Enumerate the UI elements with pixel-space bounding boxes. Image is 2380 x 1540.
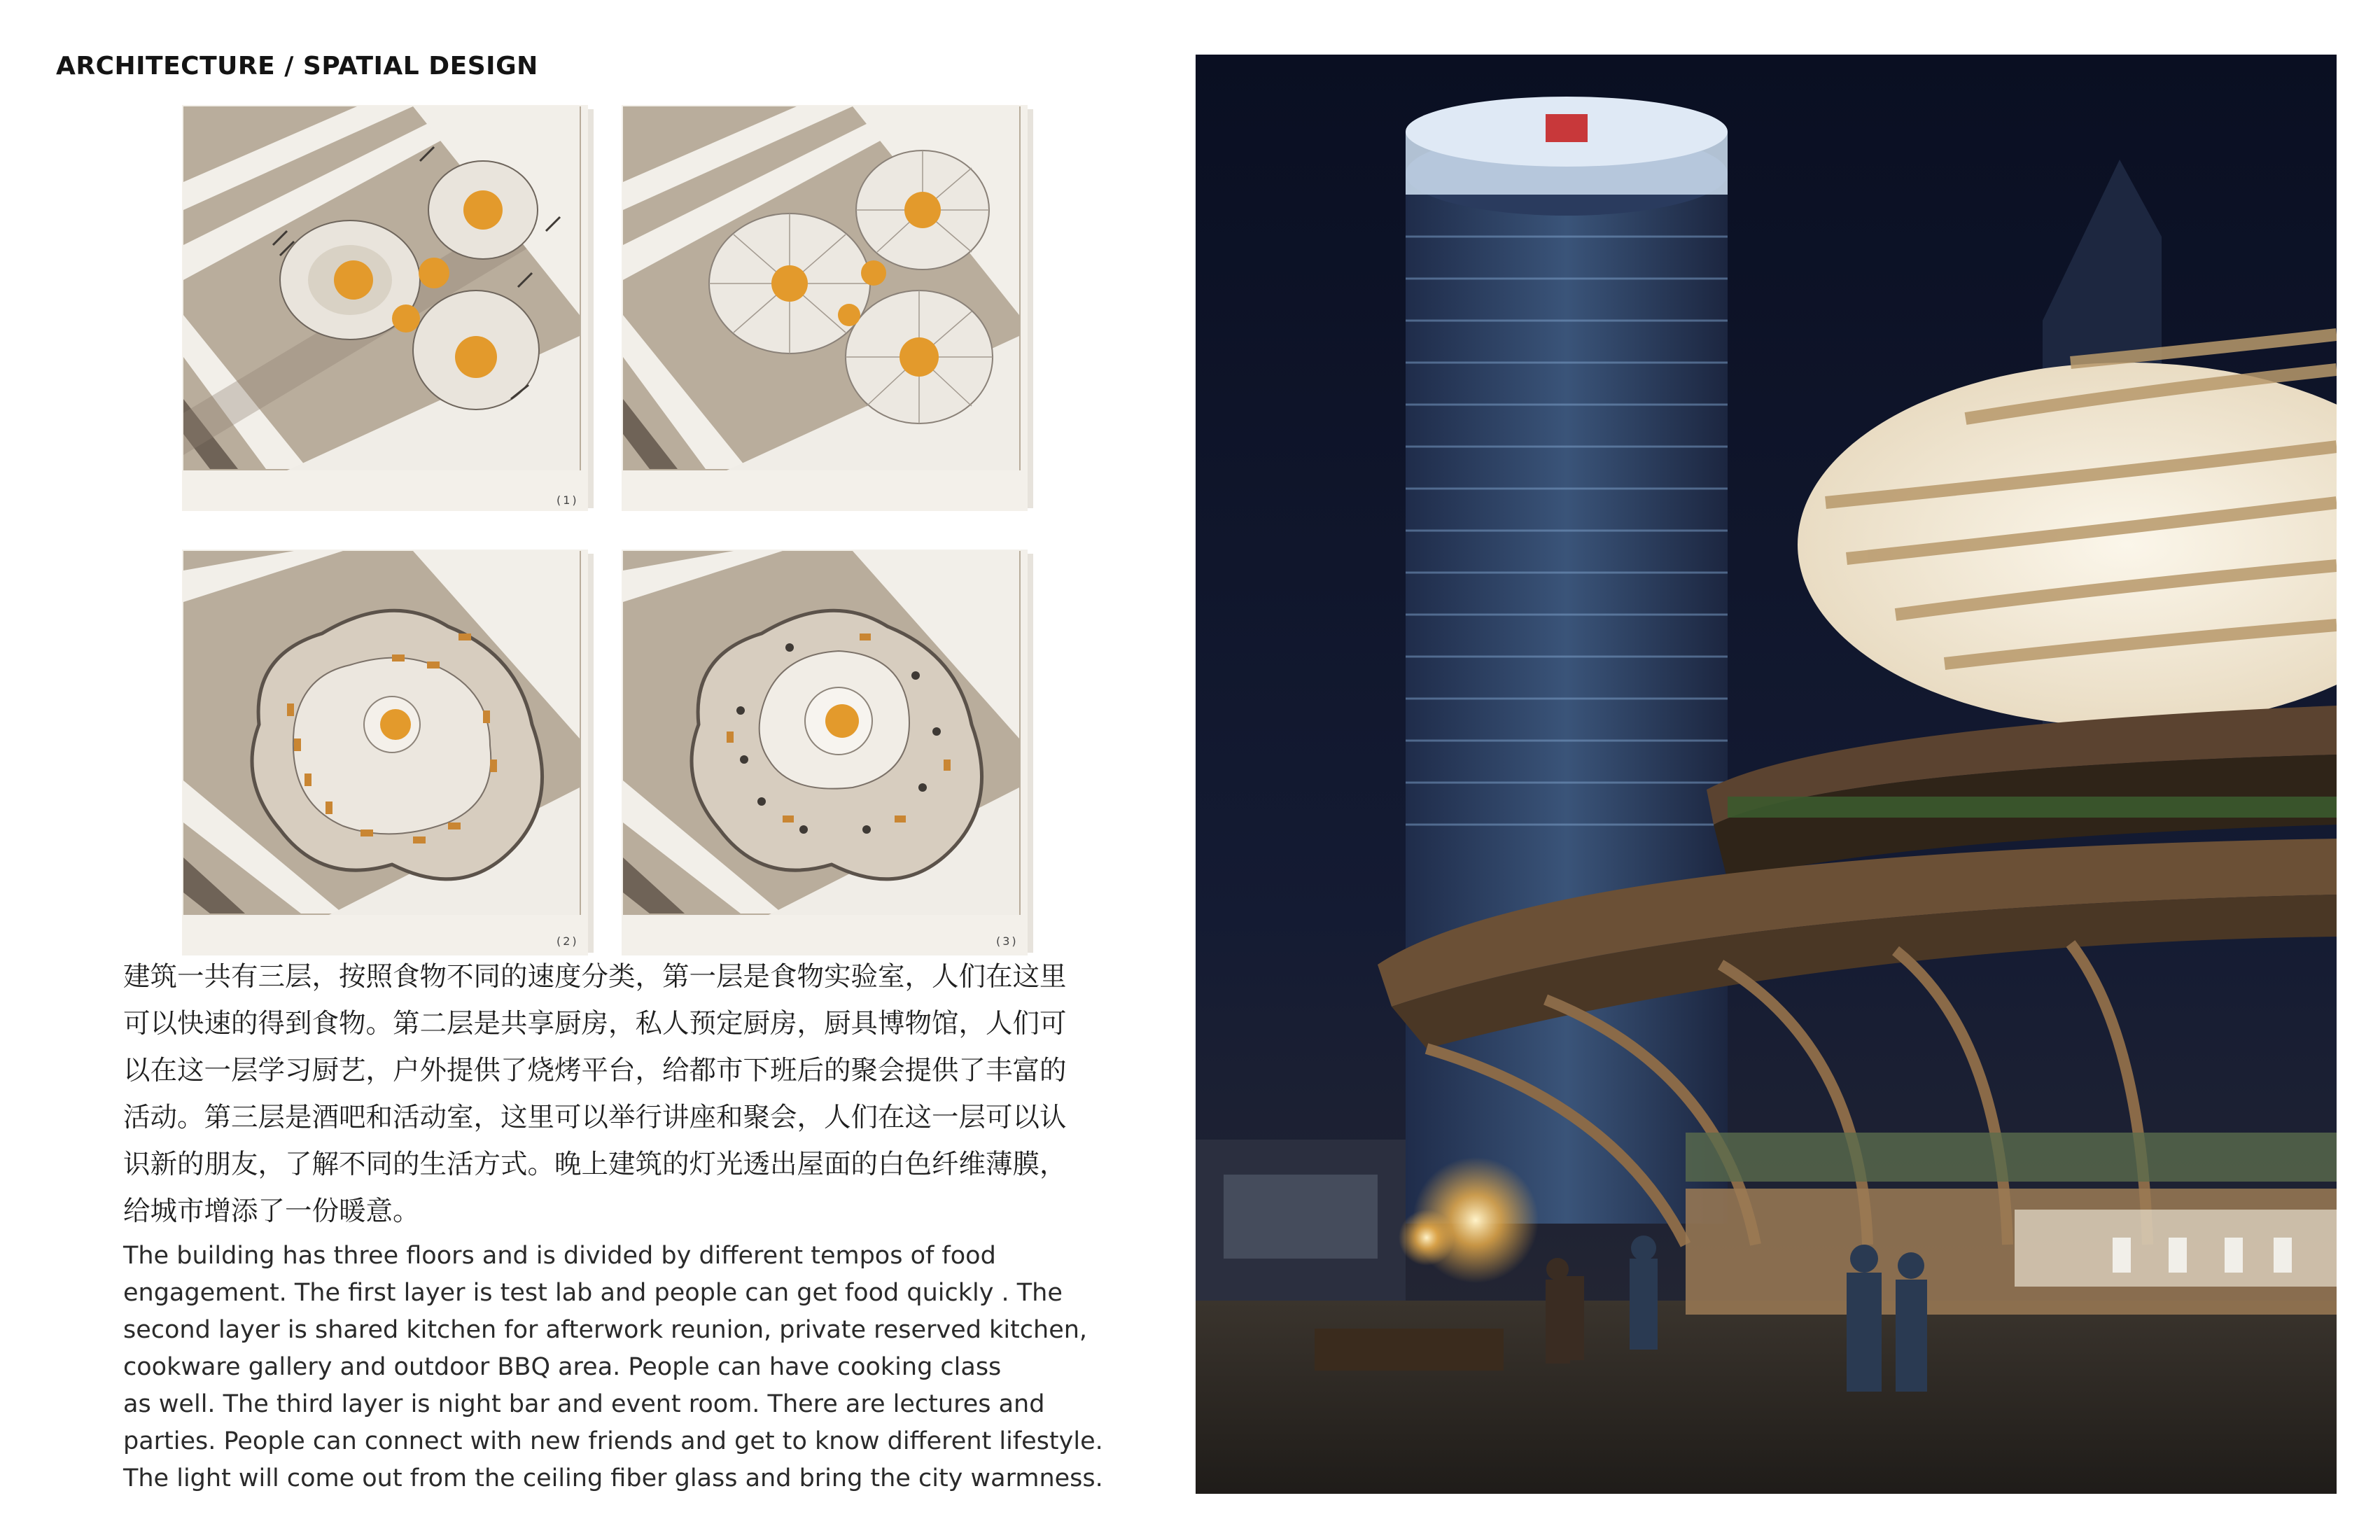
description-en-line: engagement. The first layer is test lab and people can get food quickly . The: [123, 1279, 1063, 1307]
plan-caption-1: (1): [556, 493, 579, 507]
description-english: [123, 1238, 1103, 1497]
description-en-line: The light will come out from the ceiling fiber glass and bring the city warmness.: [123, 1464, 1103, 1492]
floor-plan-model-third-floor: [622, 550, 1028, 955]
floor-plan-model-second-floor: [182, 550, 588, 955]
description-en-line: parties. People can connect with new friends and get to know different lifestyle.: [123, 1427, 1103, 1455]
plan-caption-3: (3): [996, 934, 1018, 948]
roof-plan-image: [622, 105, 1028, 511]
second-floor-plan-image: [182, 550, 588, 955]
description-cn-line: 给城市增添了一份暖意。: [123, 1196, 420, 1227]
ground-floor-plan-image: [182, 105, 588, 511]
description-chinese: [123, 953, 1089, 1235]
plan-caption-2: (2): [556, 934, 579, 948]
description-cn-line: 建筑一共有三层，按照食物不同的速度分类，第一层是食物实验室，人们在这里: [123, 961, 1067, 993]
floor-plan-model-ground-roof: [182, 105, 588, 511]
night-rendering-image: [1196, 55, 2337, 1494]
description-cn-line: 活动。第三层是酒吧和活动室，这里可以举行讲座和聚会，人们在这一层可以认: [123, 1102, 1067, 1133]
description-cn-line: 以在这一层学习厨艺，户外提供了烧烤平台，给都市下班后的聚会提供了丰富的: [123, 1055, 1067, 1086]
third-floor-plan-image: [622, 550, 1028, 955]
description-en-line: The building has three floors and is divided by different tempos of food: [123, 1242, 996, 1270]
description-en-line: cookware gallery and outdoor BBQ area. People can have cooking class: [123, 1353, 1002, 1381]
description-cn-line: 可以快速的得到食物。第二层是共享厨房，私人预定厨房，厨具博物馆，人们可: [123, 1008, 1067, 1040]
description-en-line: as well. The third layer is night bar and event room. There are lectures and: [123, 1390, 1045, 1418]
section-title: ARCHITECTURE / SPATIAL DESIGN: [56, 52, 538, 80]
description-cn-line: 识新的朋友，了解不同的生活方式。晚上建筑的灯光透出屋面的白色纤维薄膜，: [123, 1149, 1067, 1180]
description-en-line: second layer is shared kitchen for afterwork reunion, private reserved kitchen,: [123, 1316, 1088, 1344]
floor-plan-model-roof: [622, 105, 1028, 511]
